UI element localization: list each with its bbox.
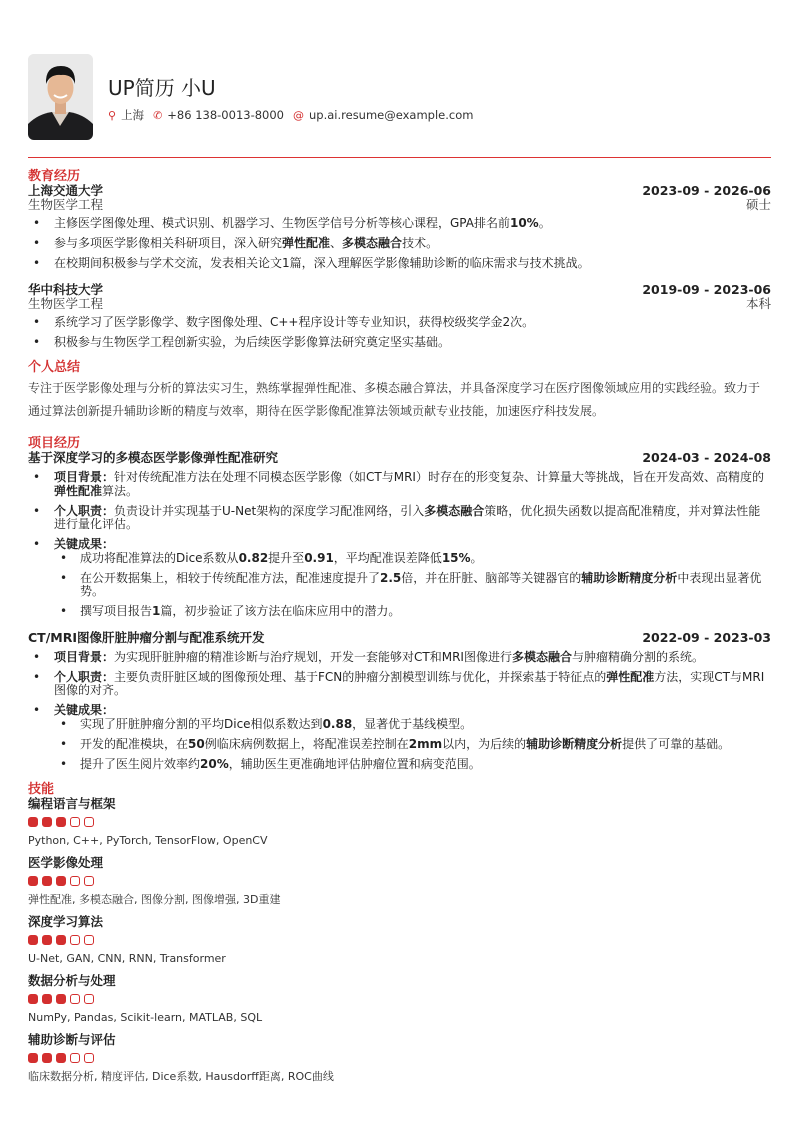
highlight-text: 弹性配准 [54, 483, 103, 498]
list-item [28, 538, 771, 619]
skill-item [28, 797, 771, 847]
text-segment: 在校期间积极参与学术交流，发表相关论文1篇，深入理解医学影像辅助诊断的临床需求与技术挑战。 [54, 256, 590, 270]
list-item [28, 651, 771, 665]
skill-description: Python, C++, PyTorch, TensorFlow, OpenCV [28, 834, 268, 847]
bullet-list [28, 651, 771, 772]
bullet-list [28, 217, 771, 271]
education-section [28, 170, 771, 349]
list-item [28, 471, 771, 498]
section-title: 个人总结 [28, 360, 81, 375]
entry-subheader [28, 297, 771, 310]
location: 上海 [121, 108, 145, 122]
section-title: 项目经历 [28, 436, 81, 451]
skill-description: 临床数据分析, 精度评估, Dice系数, Hausdorff距离, ROC曲线 [28, 1070, 334, 1083]
highlight-text: 辅助诊断精度分析 [581, 570, 678, 585]
entry-header [28, 451, 771, 465]
text-segment: 方法，实现CT与MRI图像的对齐。 [54, 669, 765, 697]
text-segment: ，显著优于基线模型。 [352, 716, 473, 731]
skill-description: U-Net, GAN, CNN, RNN, Transformer [28, 952, 226, 965]
highlight-text: 0.91 [304, 550, 334, 565]
filled-dot-icon [28, 817, 38, 827]
filled-dot-icon [28, 1053, 38, 1063]
highlight-text: 10% [509, 216, 539, 230]
profile-photo [28, 54, 93, 140]
highlight-text: 多模态融合 [424, 503, 485, 518]
skill-level-rating [28, 1053, 771, 1063]
highlight-text: 0.82 [238, 550, 269, 565]
text-segment: 负责设计并实现基于U-Net架构的深度学习配准网络，引入 [114, 503, 425, 518]
empty-dot-icon [84, 817, 94, 827]
filled-dot-icon [42, 876, 52, 886]
empty-dot-icon [70, 876, 80, 886]
text-segment: 主修医学图像处理、模式识别、机器学习、生物医学信号分析等核心课程，GPA排名前 [54, 216, 510, 230]
project-name: CT/MRI图像肝脏肿瘤分割与配准系统开发 [28, 629, 265, 645]
degree: 硕士 [745, 197, 771, 212]
highlight-text: 项目背景： [54, 649, 115, 664]
skill-level-rating [28, 876, 771, 886]
highlight-text: 多模态融合 [511, 649, 572, 664]
text-segment: 。 [538, 216, 551, 230]
list-item [28, 336, 771, 350]
empty-dot-icon [84, 876, 94, 886]
skill-item [28, 974, 771, 1024]
text-segment: 策略，优化损失函数以提高配准精度，并对算法性能进行量化评估。 [54, 503, 761, 531]
highlight-text: 15% [441, 550, 471, 565]
filled-dot-icon [42, 817, 52, 827]
list-item [28, 257, 771, 271]
empty-dot-icon [84, 935, 94, 945]
empty-dot-icon [84, 1053, 94, 1063]
filled-dot-icon [42, 1053, 52, 1063]
bullet-list [54, 718, 771, 772]
text-segment: 与肿瘤精确分割的系统。 [571, 649, 704, 664]
filled-dot-icon [28, 994, 38, 1004]
bullet-list [54, 552, 771, 619]
filled-dot-icon [56, 876, 66, 886]
text-segment: 中表现出显著优势。 [80, 570, 762, 598]
text-segment: 算法。 [102, 483, 139, 498]
skill-name: 辅助诊断与评估 [28, 1032, 116, 1047]
list-item [28, 704, 771, 771]
project-entry [28, 451, 771, 619]
entry-header [28, 184, 771, 198]
highlight-text: 项目背景： [54, 470, 115, 484]
filled-dot-icon [28, 876, 38, 886]
resume-header [28, 54, 771, 142]
skill-name: 编程语言与框架 [28, 796, 116, 811]
empty-dot-icon [70, 1053, 80, 1063]
skill-name: 深度学习算法 [28, 914, 104, 929]
projects-section [28, 437, 771, 771]
phone: +86 138-0013-8000 [167, 108, 284, 122]
text-segment: 积极参与生物医学工程创新实验，为后续医学影像算法研究奠定坚实基础。 [54, 334, 451, 349]
summary-text: 专注于医学影像处理与分析的算法实习生，熟练掌握弹性配准、多模态融合算法，并具备深度学习在医疗图像领域应用的实践经验。致力于通过算法创新提升辅助诊断的精度与效率，期待在医学影像配准算法领域贡献专业技能，加速医疗科技发展。 [28, 381, 761, 418]
skill-description: NumPy, Pandas, Scikit-learn, MATLAB, SQL [28, 1011, 263, 1024]
map-pin-icon: ⚲ [108, 108, 117, 122]
highlight-text: 弹性配准 [282, 236, 331, 250]
highlight-text: 1 [152, 604, 161, 618]
filled-dot-icon [56, 994, 66, 1004]
skill-item [28, 1033, 771, 1083]
school-name: 华中科技大学 [28, 281, 104, 297]
text-segment: 系统学习了医学影像学、数字图像处理、C++程序设计等专业知识，获得校级奖学金2次。 [54, 314, 535, 329]
filled-dot-icon [42, 994, 52, 1004]
phone-icon: ✆ [153, 108, 163, 122]
text-segment: 提升了医生阅片效率约 [80, 756, 201, 771]
entry-header [28, 283, 771, 297]
skill-name: 医学影像处理 [28, 855, 104, 870]
list-item [54, 605, 771, 619]
filled-dot-icon [56, 1053, 66, 1063]
list-item [28, 316, 771, 330]
results-label: 关键成果： [54, 537, 115, 551]
summary-section [28, 361, 771, 423]
skill-level-rating [28, 994, 771, 1004]
bullet-list [28, 316, 771, 350]
text-segment: 提升至 [268, 550, 305, 565]
text-segment: 参与多项医学影像相关科研项目，深入研究 [54, 236, 283, 250]
skill-level-rating [28, 935, 771, 945]
major: 生物医学工程 [28, 197, 104, 212]
highlight-text: 辅助诊断精度分析 [526, 736, 623, 751]
highlight-text: 2mm [408, 736, 443, 751]
candidate-name: UP简历 小U [108, 76, 216, 100]
text-segment: 以内，为后续的 [442, 736, 527, 751]
empty-dot-icon [70, 994, 80, 1004]
header-divider [28, 157, 771, 158]
text-segment: 成功将配准算法的Dice系数从 [80, 550, 239, 565]
text-segment: 、 [330, 236, 343, 250]
section-title: 技能 [28, 782, 55, 797]
text-segment: 主要负责肝脏区域的图像预处理、基于FCN的肿瘤分割模型训练与优化，并探索基于特征点的 [114, 669, 607, 684]
date-range: 2023-09 - 2026-06 [642, 183, 771, 198]
highlight-text: 0.88 [322, 716, 353, 731]
empty-dot-icon [70, 817, 80, 827]
list-item [28, 505, 771, 532]
highlight-text: 个人职责： [54, 503, 115, 518]
text-segment: 开发的配准模块，在 [80, 736, 189, 751]
degree: 本科 [745, 295, 771, 311]
text-segment: 技术。 [402, 236, 439, 250]
empty-dot-icon [84, 994, 94, 1004]
date-range: 2022-09 - 2023-03 [642, 629, 771, 645]
education-entry [28, 184, 771, 271]
major: 生物医学工程 [28, 295, 104, 311]
skill-name: 数据分析与处理 [28, 973, 116, 988]
highlight-text: 50 [188, 736, 205, 751]
list-item [28, 237, 771, 251]
entry-subheader [28, 198, 771, 211]
highlight-text: 2.5 [380, 570, 402, 585]
text-segment: ，辅助医生更准确地评估肿瘤位置和病变范围。 [228, 756, 481, 771]
list-item [54, 572, 771, 599]
results-label: 关键成果： [54, 703, 115, 717]
list-item [28, 671, 771, 698]
filled-dot-icon [42, 935, 52, 945]
bullet-list [28, 471, 771, 619]
text-segment: 撰写项目报告 [80, 604, 153, 618]
list-item [54, 718, 771, 732]
list-item [28, 217, 771, 231]
text-segment: 倍，并在肝脏、脑部等关键器官的 [401, 570, 582, 585]
filled-dot-icon [56, 935, 66, 945]
text-segment: ，平均配准误差降低 [333, 550, 442, 565]
skill-item [28, 915, 771, 965]
education-entry [28, 283, 771, 350]
list-item [54, 738, 771, 752]
text-segment: 针对传统配准方法在处理不同模态医学影像（如CT与MRI）时存在的形变复杂、计算量大等挑战，旨在开发高效、高精度的 [114, 470, 764, 484]
text-segment: 为实现肝脏肿瘤的精准诊断与治疗规划，开发一套能够对CT和MRI图像进行 [114, 649, 512, 664]
skills-section [28, 783, 771, 1083]
skill-level-rating [28, 817, 771, 827]
skill-description: 弹性配准, 多模态融合, 图像分割, 图像增强, 3D重建 [28, 893, 281, 906]
list-item [54, 552, 771, 566]
at-icon: @ [293, 108, 304, 122]
text-segment: 。 [470, 550, 483, 565]
contact-info [108, 107, 482, 123]
school-name: 上海交通大学 [28, 183, 104, 198]
section-title: 教育经历 [28, 169, 81, 184]
project-entry [28, 631, 771, 772]
text-segment: 实现了肝脏肿瘤分割的平均Dice相似系数达到 [80, 716, 323, 731]
resume-page [28, 54, 771, 1092]
highlight-text: 多模态融合 [342, 236, 403, 250]
text-segment: 在公开数据集上，相较于传统配准方法，配准速度提升了 [80, 570, 381, 585]
highlight-text: 20% [200, 756, 229, 771]
text-segment: 提供了可靠的基础。 [622, 736, 731, 751]
empty-dot-icon [70, 935, 80, 945]
skill-item [28, 856, 771, 906]
highlight-text: 个人职责： [54, 669, 115, 684]
highlight-text: 弹性配准 [606, 669, 655, 684]
filled-dot-icon [56, 817, 66, 827]
list-item [54, 758, 771, 772]
entry-header [28, 631, 771, 645]
project-name: 基于深度学习的多模态医学影像弹性配准研究 [28, 450, 279, 465]
filled-dot-icon [28, 935, 38, 945]
text-segment: 例临床病例数据上，将配准误差控制在 [204, 736, 409, 751]
date-range: 2024-03 - 2024-08 [642, 450, 771, 465]
email[interactable]: up.ai.resume@example.com [309, 108, 474, 122]
date-range: 2019-09 - 2023-06 [642, 281, 771, 297]
text-segment: 篇，初步验证了该方法在临床应用中的潜力。 [160, 604, 401, 618]
